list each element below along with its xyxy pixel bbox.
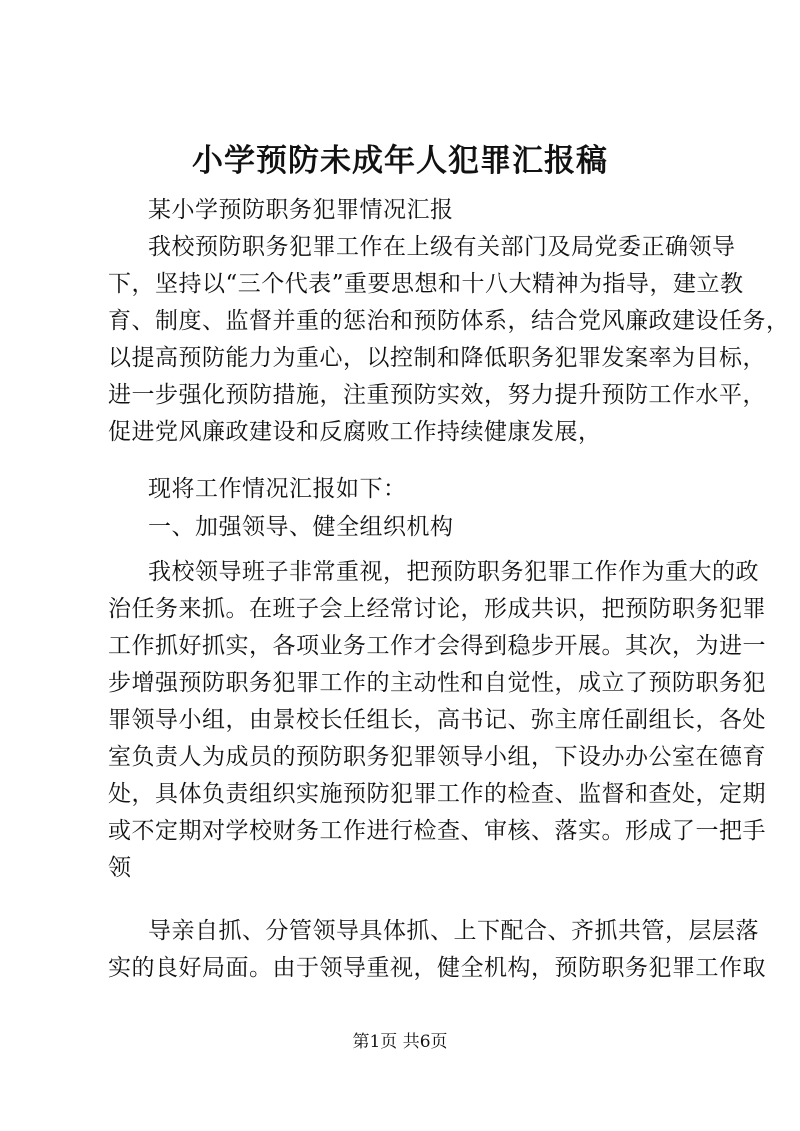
section-heading: 一、加强领导、健全组织机构	[148, 514, 454, 540]
paragraph-line: 步增强预防职务犯罪工作的主动性和自觉性，成立了预防职务犯	[108, 670, 766, 696]
document-title: 小学预防未成年人犯罪汇报稿	[192, 143, 608, 179]
paragraph-line: 促进党风廉政建设和反腐败工作持续健康发展，	[108, 419, 602, 445]
page-number-footer: 第1页 共6页	[352, 1032, 448, 1052]
paragraph-line: 罪领导小组，由景校长任组长，高书记、弥主席任副组长，各处	[108, 707, 766, 733]
paragraph-line: 以提高预防能力为重心，以控制和降低职务犯罪发案率为目标，	[108, 345, 766, 371]
paragraph-line: 领	[108, 855, 132, 881]
paragraph-line: 我校领导班子非常重视，把预防职务犯罪工作作为重大的政	[148, 559, 759, 585]
paragraph-line: 工作抓好抓实，各项业务工作才会得到稳步开展。其次，为进一	[108, 633, 766, 659]
paragraph-line: 治任务来抓。在班子会上经常讨论，形成共识，把预防职务犯罪	[108, 596, 766, 622]
paragraph-line: 现将工作情况汇报如下：	[148, 476, 407, 502]
paragraph-line: 进一步强化预防措施，注重预防实效，努力提升预防工作水平，	[108, 382, 766, 408]
paragraph-line: 某小学预防职务犯罪情况汇报	[148, 197, 454, 223]
paragraph-line: 育、制度、监督并重的惩治和预防体系，结合党风廉政建设任务，	[108, 308, 790, 334]
paragraph-line: 导亲自抓、分管领导具体抓、上下配合、齐抓共管，层层落	[148, 918, 759, 944]
paragraph-line: 我校预防职务犯罪工作在上级有关部门及局党委正确领导	[148, 234, 736, 260]
paragraph-line: 下，坚持以“三个代表”重要思想和十八大精神为指导，建立教	[108, 271, 744, 297]
paragraph-line: 处，具体负责组织实施预防犯罪工作的检查、监督和查处，定期	[108, 781, 766, 807]
paragraph-line: 或不定期对学校财务工作进行检查、审核、落实。形成了一把手	[108, 818, 766, 844]
paragraph-line: 室负责人为成员的预防职务犯罪领导小组，下设办办公室在德育	[108, 744, 766, 770]
paragraph-line: 实的良好局面。由于领导重视，健全机构，预防职务犯罪工作取	[108, 955, 766, 981]
